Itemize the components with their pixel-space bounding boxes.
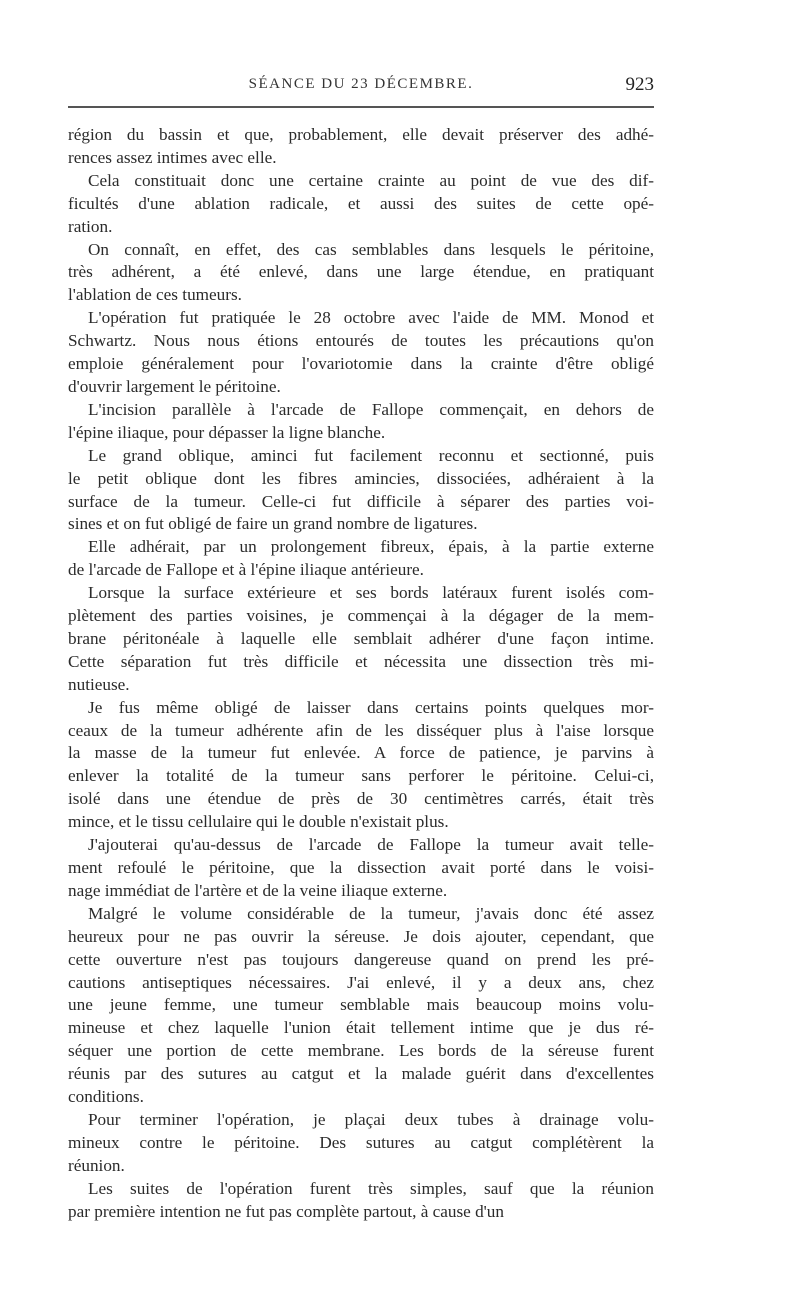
text-line: heureux pour ne pas ouvrir la séreuse. Je dois ajouter, cependant, que	[68, 926, 654, 946]
text-line: cautions antiseptiques nécessaires. J'ai enlevé, il y a deux ans, chez	[68, 972, 654, 992]
text-line: sines et on fut obligé de faire un grand nombre de ligatures.	[68, 514, 478, 534]
text-line: surface de la tumeur. Celle-ci fut difficile à séparer des parties voi-	[68, 491, 654, 511]
text-line: région du bassin et que, probablement, elle devait préserver des adhé-	[68, 125, 654, 144]
paragraph	[68, 445, 654, 537]
running-head	[68, 76, 654, 100]
body-text	[68, 124, 654, 1224]
text-line: Elle adhérait, par un prolongement fibreux, épais, à la partie externe	[88, 537, 654, 557]
paragraph	[68, 170, 654, 239]
text-line: nutieuse.	[68, 674, 130, 694]
text-line: nage immédiat de l'artère et de la veine iliaque externe.	[68, 880, 448, 900]
text-line: enlever la totalité de la tumeur sans perforer le péritoine. Celui-ci,	[68, 766, 654, 786]
paragraph	[68, 124, 654, 170]
text-line: Le grand oblique, aminci fut facilement reconnu et sectionné, puis	[88, 445, 654, 465]
paragraph	[68, 1178, 654, 1224]
header-rule	[68, 106, 654, 108]
text-line: mince, et le tissu cellulaire qui le double n'existait plus.	[68, 812, 449, 832]
page-number: 923	[625, 74, 654, 95]
text-line: isolé dans une étendue de près de 30 centimètres carrés, était très	[68, 789, 654, 809]
text-line: mineux contre le péritoine. Des sutures au catgut complétèrent la	[68, 1132, 654, 1152]
text-line: Les suites de l'opération furent très simples, sauf que la réunion	[88, 1178, 654, 1198]
text-line: plètement des parties voisines, je commençai à la dégager de la mem-	[68, 606, 654, 626]
text-line: mineuse et chez laquelle l'union était tellement intime que je dus ré-	[68, 1018, 654, 1038]
text-line: On connaît, en effet, des cas semblables dans lesquels le péritoine,	[88, 239, 654, 259]
text-line: la masse de la tumeur fut enlevée. A force de patience, je parvins à	[68, 743, 654, 763]
text-line: réunis par des sutures au catgut et la malade guérit dans d'excellentes	[68, 1064, 654, 1084]
paragraph	[68, 399, 654, 445]
text-line: Lorsque la surface extérieure et ses bords latéraux furent isolés com-	[88, 583, 654, 603]
text-line: réunion.	[68, 1155, 125, 1175]
text-line: le petit oblique dont les fibres amincies, dissociées, adhéraient à la	[68, 468, 654, 488]
text-line: Malgré le volume considérable de la tumeur, j'avais donc été assez	[88, 903, 654, 923]
paragraph	[68, 834, 654, 903]
text-line: Cette séparation fut très difficile et nécessita une dissection très mi-	[68, 651, 654, 671]
text-line: brane péritonéale à laquelle elle semblait adhérer d'une façon intime.	[68, 628, 654, 648]
text-line: séquer une portion de cette membrane. Les bords de la séreuse furent	[68, 1041, 654, 1061]
text-line: cette ouverture n'est pas toujours dangereuse quand on prend les pré-	[68, 949, 654, 969]
paragraph	[68, 307, 654, 399]
text-line: conditions.	[68, 1087, 144, 1107]
paragraph	[68, 903, 654, 1109]
paragraph	[68, 697, 654, 834]
text-line: d'ouvrir largement le péritoine.	[68, 376, 281, 396]
paragraph	[68, 1109, 654, 1178]
text-line: Je fus même obligé de laisser dans certains points quelques mor-	[88, 697, 654, 717]
text-line: Pour terminer l'opération, je plaçai deux tubes à drainage volu-	[88, 1109, 654, 1129]
text-line: Cela constituait donc une certaine crainte au point de vue des dif-	[88, 170, 654, 190]
text-line: très adhérent, a été enlevé, dans une large étendue, en pratiquant	[68, 262, 654, 282]
text-line: L'incision parallèle à l'arcade de Fallope commençait, en dehors de	[88, 399, 654, 419]
text-line: ficultés d'une ablation radicale, et aussi des suites de cette opé-	[68, 193, 654, 213]
paragraph	[68, 536, 654, 582]
text-line: l'ablation de ces tumeurs.	[68, 285, 242, 305]
paragraph	[68, 582, 654, 697]
text-line: ration.	[68, 216, 113, 236]
text-line: ceaux de la tumeur adhérente afin de les disséquer plus à l'aise lorsque	[68, 720, 654, 740]
text-line: emploie généralement pour l'ovariotomie dans la crainte d'être obligé	[68, 354, 654, 374]
text-line: rences assez intimes avec elle.	[68, 147, 277, 167]
running-title: SÉANCE DU 23 DÉCEMBRE.	[248, 76, 474, 92]
text-line: L'opération fut pratiquée le 28 octobre avec l'aide de MM. Monod et	[88, 308, 654, 328]
text-line: par première intention ne fut pas complète partout, à cause d'un	[68, 1201, 504, 1221]
text-line: de l'arcade de Fallope et à l'épine iliaque antérieure.	[68, 560, 424, 580]
text-line: l'épine iliaque, pour dépasser la ligne blanche.	[68, 422, 386, 442]
text-line: J'ajouterai qu'au-dessus de l'arcade de Fallope la tumeur avait telle-	[88, 835, 654, 855]
paragraph	[68, 239, 654, 308]
text-line: ment refoulé le péritoine, que la dissection avait porté dans le voisi-	[68, 858, 654, 877]
text-line: Schwartz. Nous nous étions entourés de toutes les précautions qu'on	[68, 331, 654, 351]
text-line: une jeune femme, une tumeur semblable mais beaucoup moins volu-	[68, 995, 654, 1015]
